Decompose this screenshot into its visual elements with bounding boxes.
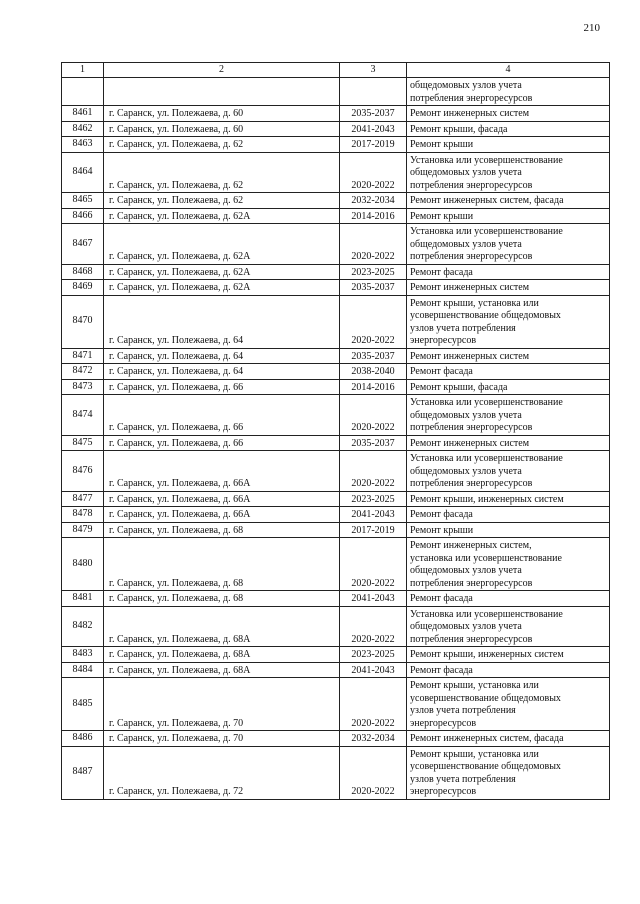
row-address: г. Саранск, ул. Полежаева, д. 68 bbox=[104, 522, 340, 538]
row-period: 2020-2022 bbox=[340, 678, 407, 731]
row-number: 8463 bbox=[62, 137, 104, 153]
row-period: 2020-2022 bbox=[340, 224, 407, 265]
row-period: 2020-2022 bbox=[340, 295, 407, 348]
row-work-type: Ремонт фасада bbox=[407, 507, 610, 523]
row-address: г. Саранск, ул. Полежаева, д. 60 bbox=[104, 121, 340, 137]
row-number bbox=[62, 78, 104, 106]
row-number: 8462 bbox=[62, 121, 104, 137]
table-row bbox=[62, 137, 610, 153]
row-address: г. Саранск, ул. Полежаева, д. 62А bbox=[104, 280, 340, 296]
row-work-type: Ремонт крыши bbox=[407, 522, 610, 538]
row-number: 8480 bbox=[62, 538, 104, 591]
row-address: г. Саранск, ул. Полежаева, д. 60 bbox=[104, 106, 340, 122]
row-number: 8477 bbox=[62, 491, 104, 507]
row-period: 2020-2022 bbox=[340, 395, 407, 436]
header-col-1: 1 bbox=[62, 63, 104, 78]
row-number: 8470 bbox=[62, 295, 104, 348]
row-period: 2014-2016 bbox=[340, 379, 407, 395]
row-work-type: Ремонт крыши, установка или усовершенствование общедомовых узлов учета потребления энергоресурсов bbox=[407, 295, 610, 348]
table-row bbox=[62, 491, 610, 507]
row-address: г. Саранск, ул. Полежаева, д. 68А bbox=[104, 662, 340, 678]
row-address: г. Саранск, ул. Полежаева, д. 62 bbox=[104, 137, 340, 153]
row-address: г. Саранск, ул. Полежаева, д. 62А bbox=[104, 208, 340, 224]
row-address: г. Саранск, ул. Полежаева, д. 64 bbox=[104, 348, 340, 364]
row-work-type: Ремонт фасада bbox=[407, 591, 610, 607]
row-period: 2041-2043 bbox=[340, 662, 407, 678]
row-number: 8473 bbox=[62, 379, 104, 395]
row-address: г. Саранск, ул. Полежаева, д. 64 bbox=[104, 295, 340, 348]
row-period: 2035-2037 bbox=[340, 435, 407, 451]
row-number: 8482 bbox=[62, 606, 104, 647]
row-number: 8476 bbox=[62, 451, 104, 492]
row-address: г. Саранск, ул. Полежаева, д. 66А bbox=[104, 491, 340, 507]
table-row bbox=[62, 208, 610, 224]
table-header-row bbox=[62, 63, 610, 78]
table-row bbox=[62, 152, 610, 193]
row-period: 2017-2019 bbox=[340, 522, 407, 538]
row-address: г. Саранск, ул. Полежаева, д. 66 bbox=[104, 379, 340, 395]
row-period: 2032-2034 bbox=[340, 193, 407, 209]
table-row bbox=[62, 678, 610, 731]
row-period: 2020-2022 bbox=[340, 538, 407, 591]
row-period: 2032-2034 bbox=[340, 731, 407, 747]
row-period: 2038-2040 bbox=[340, 364, 407, 380]
row-number: 8471 bbox=[62, 348, 104, 364]
row-number: 8481 bbox=[62, 591, 104, 607]
row-address: г. Саранск, ул. Полежаева, д. 62А bbox=[104, 264, 340, 280]
table-row bbox=[62, 106, 610, 122]
row-work-type: Установка или усовершенствование общедомовых узлов учета потребления энергоресурсов bbox=[407, 152, 610, 193]
row-period: 2023-2025 bbox=[340, 491, 407, 507]
row-period: 2020-2022 bbox=[340, 451, 407, 492]
row-number: 8485 bbox=[62, 678, 104, 731]
row-work-type: Ремонт фасада bbox=[407, 662, 610, 678]
table-row bbox=[62, 348, 610, 364]
row-work-type: Ремонт крыши, инженерных систем bbox=[407, 491, 610, 507]
row-work-type: Ремонт крыши, установка или усовершенствование общедомовых узлов учета потребления энергоресурсов bbox=[407, 678, 610, 731]
row-period: 2014-2016 bbox=[340, 208, 407, 224]
row-number: 8486 bbox=[62, 731, 104, 747]
table-row bbox=[62, 193, 610, 209]
row-period: 2041-2043 bbox=[340, 591, 407, 607]
row-number: 8474 bbox=[62, 395, 104, 436]
row-number: 8468 bbox=[62, 264, 104, 280]
table-row bbox=[62, 280, 610, 296]
row-work-type: Ремонт инженерных систем bbox=[407, 106, 610, 122]
row-number: 8484 bbox=[62, 662, 104, 678]
table-row bbox=[62, 121, 610, 137]
row-period: 2020-2022 bbox=[340, 152, 407, 193]
table-row bbox=[62, 451, 610, 492]
row-period: 2020-2022 bbox=[340, 606, 407, 647]
page-number: 210 bbox=[583, 22, 600, 34]
row-address: г. Саранск, ул. Полежаева, д. 66А bbox=[104, 507, 340, 523]
row-work-type: Ремонт крыши, установка или усовершенствование общедомовых узлов учета потребления энергоресурсов bbox=[407, 746, 610, 799]
row-number: 8479 bbox=[62, 522, 104, 538]
row-number: 8464 bbox=[62, 152, 104, 193]
row-work-type: Ремонт крыши, инженерных систем bbox=[407, 647, 610, 663]
row-period: 2023-2025 bbox=[340, 264, 407, 280]
row-address: г. Саранск, ул. Полежаева, д. 68А bbox=[104, 647, 340, 663]
row-address: г. Саранск, ул. Полежаева, д. 68 bbox=[104, 538, 340, 591]
row-period: 2017-2019 bbox=[340, 137, 407, 153]
header-col-2: 2 bbox=[104, 63, 340, 78]
table-row bbox=[62, 731, 610, 747]
table-row bbox=[62, 591, 610, 607]
table-row bbox=[62, 522, 610, 538]
row-address: г. Саранск, ул. Полежаева, д. 70 bbox=[104, 678, 340, 731]
table-row bbox=[62, 295, 610, 348]
row-period: 2035-2037 bbox=[340, 106, 407, 122]
row-work-type: Ремонт крыши bbox=[407, 137, 610, 153]
row-address: г. Саранск, ул. Полежаева, д. 64 bbox=[104, 364, 340, 380]
row-address: г. Саранск, ул. Полежаева, д. 72 bbox=[104, 746, 340, 799]
row-work-type: Ремонт фасада bbox=[407, 264, 610, 280]
row-number: 8461 bbox=[62, 106, 104, 122]
row-address: г. Саранск, ул. Полежаева, д. 68 bbox=[104, 591, 340, 607]
row-address: г. Саранск, ул. Полежаева, д. 66 bbox=[104, 435, 340, 451]
row-period: 2035-2037 bbox=[340, 348, 407, 364]
table-row bbox=[62, 264, 610, 280]
row-work-type: Ремонт крыши, фасада bbox=[407, 121, 610, 137]
row-period: 2020-2022 bbox=[340, 746, 407, 799]
table-row bbox=[62, 379, 610, 395]
row-work-type: Установка или усовершенствование общедомовых узлов учета потребления энергоресурсов bbox=[407, 224, 610, 265]
row-number: 8475 bbox=[62, 435, 104, 451]
row-period bbox=[340, 78, 407, 106]
row-number: 8469 bbox=[62, 280, 104, 296]
row-number: 8467 bbox=[62, 224, 104, 265]
row-number: 8483 bbox=[62, 647, 104, 663]
row-number: 8466 bbox=[62, 208, 104, 224]
row-address: г. Саранск, ул. Полежаева, д. 66 bbox=[104, 395, 340, 436]
table-row bbox=[62, 647, 610, 663]
row-address: г. Саранск, ул. Полежаева, д. 62 bbox=[104, 193, 340, 209]
row-work-type: Ремонт инженерных систем, установка или усовершенствование общедомовых узлов учета потребления энергоресурсов bbox=[407, 538, 610, 591]
header-col-3: 3 bbox=[340, 63, 407, 78]
row-work-type: Ремонт инженерных систем, фасада bbox=[407, 193, 610, 209]
row-number: 8487 bbox=[62, 746, 104, 799]
repair-schedule-table bbox=[61, 62, 610, 800]
header-col-4: 4 bbox=[407, 63, 610, 78]
row-work-type: Ремонт инженерных систем bbox=[407, 435, 610, 451]
table-row bbox=[62, 395, 610, 436]
row-address: г. Саранск, ул. Полежаева, д. 68А bbox=[104, 606, 340, 647]
row-number: 8478 bbox=[62, 507, 104, 523]
table-row bbox=[62, 606, 610, 647]
row-address: г. Саранск, ул. Полежаева, д. 66А bbox=[104, 451, 340, 492]
row-period: 2041-2043 bbox=[340, 121, 407, 137]
row-work-type: Ремонт инженерных систем bbox=[407, 348, 610, 364]
table-row bbox=[62, 364, 610, 380]
row-number: 8465 bbox=[62, 193, 104, 209]
row-address bbox=[104, 78, 340, 106]
row-work-type: общедомовых узлов учета потребления энергоресурсов bbox=[407, 78, 610, 106]
row-work-type: Установка или усовершенствование общедомовых узлов учета потребления энергоресурсов bbox=[407, 395, 610, 436]
table-row bbox=[62, 435, 610, 451]
table-row bbox=[62, 746, 610, 799]
table-row bbox=[62, 507, 610, 523]
row-work-type: Ремонт фасада bbox=[407, 364, 610, 380]
row-work-type: Ремонт инженерных систем, фасада bbox=[407, 731, 610, 747]
table-row bbox=[62, 538, 610, 591]
table-row bbox=[62, 662, 610, 678]
row-number: 8472 bbox=[62, 364, 104, 380]
row-address: г. Саранск, ул. Полежаева, д. 62 bbox=[104, 152, 340, 193]
row-work-type: Установка или усовершенствование общедомовых узлов учета потребления энергоресурсов bbox=[407, 451, 610, 492]
table-row bbox=[62, 224, 610, 265]
row-work-type: Установка или усовершенствование общедомовых узлов учета потребления энергоресурсов bbox=[407, 606, 610, 647]
row-period: 2023-2025 bbox=[340, 647, 407, 663]
row-address: г. Саранск, ул. Полежаева, д. 62А bbox=[104, 224, 340, 265]
row-work-type: Ремонт крыши, фасада bbox=[407, 379, 610, 395]
row-address: г. Саранск, ул. Полежаева, д. 70 bbox=[104, 731, 340, 747]
table-row bbox=[62, 78, 610, 106]
row-work-type: Ремонт инженерных систем bbox=[407, 280, 610, 296]
row-period: 2041-2043 bbox=[340, 507, 407, 523]
row-work-type: Ремонт крыши bbox=[407, 208, 610, 224]
row-period: 2035-2037 bbox=[340, 280, 407, 296]
